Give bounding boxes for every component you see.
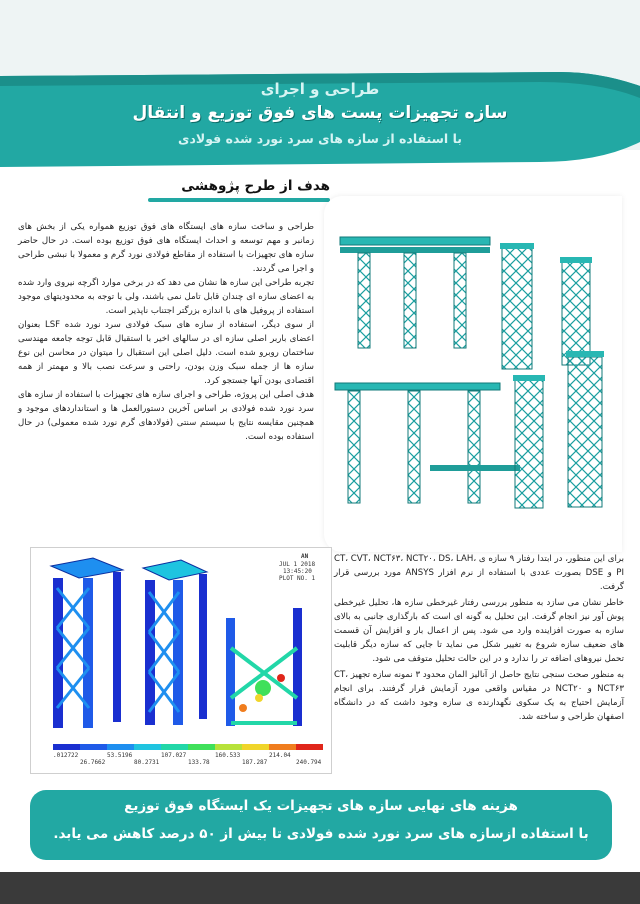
legend-value: 240.794 xyxy=(296,759,322,766)
intro-paragraph: از سوی دیگر، استفاده از سازه های سبک فولادی سرد نورد شده LSF بعنوان اعضای باربر اصلی سازه ای در سالهای اخیر با استقبال قابل توجه جامعه مهندسی ساختمان روبرو شده است. دلیل اصلی این استقبال را میتوان در محاسن این نوع سازه ها از جمله سبک وزن بودن، راحتی و سرعت نصب بالا و مهمتر از همه اقتصادی بودن آنها جستجو کرد. xyxy=(18,320,314,386)
ansys-color-legend xyxy=(53,744,323,766)
legend-value: 187.287 xyxy=(242,759,268,766)
intro-paragraph: تجربه طراحی این سازه ها نشان می دهد که در برخی موارد اگرچه نیروی وارد شده به اعضای سازه ای چندان قابل تامل نمی باشند، ولی با توجه به محدودیتهای موجود استفاده از پروفیل های با اندازه بزرگتر اجتناب ناپذیر است. xyxy=(18,278,314,316)
legend-value: 80.2731 xyxy=(134,759,160,766)
header-line1: طراحی و اجرای xyxy=(260,80,380,98)
legend-swatch xyxy=(296,744,323,750)
bottom-bar xyxy=(0,872,640,904)
legend-swatch xyxy=(80,744,107,750)
section-title: هدف از طرح پژوهشی xyxy=(181,178,330,194)
legend-swatch xyxy=(215,744,242,750)
header-subtitle: با استفاده از سازه های سرد نورد شده فولادی xyxy=(178,131,462,146)
legend-swatch xyxy=(242,744,269,750)
ansys-time: 13:45:20 xyxy=(283,568,312,575)
legend-swatch xyxy=(161,744,188,750)
legend-swatch xyxy=(107,744,134,750)
legend-value: .012722 xyxy=(53,752,79,759)
conclusion-line1: هزینه های نهایی سازه های تجهیزات یک ایستگاه فوق توزیع xyxy=(124,798,518,814)
tower-structure-2 xyxy=(560,257,592,365)
legend-swatch xyxy=(134,744,161,750)
frame-structure-1 xyxy=(340,237,490,348)
ansys-tower-3 xyxy=(226,608,302,726)
legend-swatch xyxy=(53,744,80,750)
legend-value: 160.533 xyxy=(215,752,241,759)
legend-value: 53.5196 xyxy=(107,752,133,759)
tower-structure-3 xyxy=(513,375,545,508)
legend-swatch xyxy=(188,744,215,750)
legend-value: 107.027 xyxy=(161,752,187,759)
conclusion-line2: با استفاده ازسازه های سرد نورد شده فولادی تا بیش از ۵۰ درصد کاهش می یابد. xyxy=(53,826,589,842)
analysis-paragraph: به منظور صحت سنجی نتایج حاصل از آنالیز المان محدود ۳ نمونه سازه تجهیز CT، NCT۶۳ و NCT۲۰ در مقیاس واقعی مورد آزمایش قرار گرفتند. برای انجام آزمایش احتیاج به یک سکوی نگهدارنده ی سازه وجود داشت که در دانشگاه اصفهان طراحی و ساخته شد. xyxy=(334,670,624,722)
tower-structure-4 xyxy=(566,351,604,507)
legend-swatch xyxy=(269,744,296,750)
ansys-logo: AN xyxy=(301,553,309,560)
legend-value: 26.7662 xyxy=(80,759,106,766)
structures-illustration xyxy=(330,205,622,545)
ansys-plot-no: PLOT NO. 1 xyxy=(279,575,316,582)
ansys-date: JUL 1 2018 xyxy=(279,561,316,568)
legend-value: 133.78 xyxy=(188,759,210,766)
ansys-tower-2 xyxy=(143,560,207,725)
ansys-result-figure xyxy=(30,547,332,774)
intro-paragraph: طراحی و ساخت سازه های ایستگاه های فوق توزیع همواره یکی از بخش های زمانبر و مهم توسعه و احداث ایستگاه های فوق توزیع بوده است. در حال حاضر سازه های تجهیزات با استفاده از مقاطع فولادی نورد گرم و معمولا با نبشی طراحی و اجرا می گردند. xyxy=(18,222,314,274)
analysis-paragraph: خاطر نشان می سازد به منظور بررسی رفتار غیرخطی سازه ها، تحلیل غیرخطی پوش آور نیز انجام گرفت. این تحلیل به گونه ای است که بارگذاری جانبی به بالای سازه به صورت افزاینده وارد می شود. پس از اعمال بار و افزایش آن قسمت های ضعیف سازه شروع به تغییر شکل می نماید تا جایی که سازه دیگر قابلیت تحمل نیروهای اضافه تر را ندارد و در این حالت تحلیل متوقف می شود. xyxy=(334,598,624,664)
header-title: سازه تجهیزات پست های فوق توزیع و انتقال xyxy=(132,103,508,123)
analysis-text xyxy=(334,552,624,772)
frame-structure-2 xyxy=(335,383,520,503)
ansys-tower-1 xyxy=(51,558,123,728)
intro-text xyxy=(18,220,314,516)
legend-value: 214.04 xyxy=(269,752,291,759)
analysis-paragraph: برای این منظور، در ابتدا رفتار ۹ سازه ی CT، CVT، NCT۶۳، NCT۲۰، DS، LAH، PI و DSE بصورت عددی با استفاده از نرم افزار ANSYS مورد بررسی قرار گرفت. xyxy=(334,554,624,592)
intro-paragraph: هدف اصلی این پروژه، طراحی و اجرای سازه های تجهیزات با استفاده از سازه های سرد نورد شده فولادی بر اساس آخرین دستورالعمل ها و استانداردهای موجود و همچنین مقایسه نتایج با سیستم سنتی (فولادهای گرم نورد شده معمولی) در حال استفاده بوده است. xyxy=(18,390,314,442)
tower-structure-1 xyxy=(500,243,534,369)
section-underline xyxy=(148,198,330,202)
